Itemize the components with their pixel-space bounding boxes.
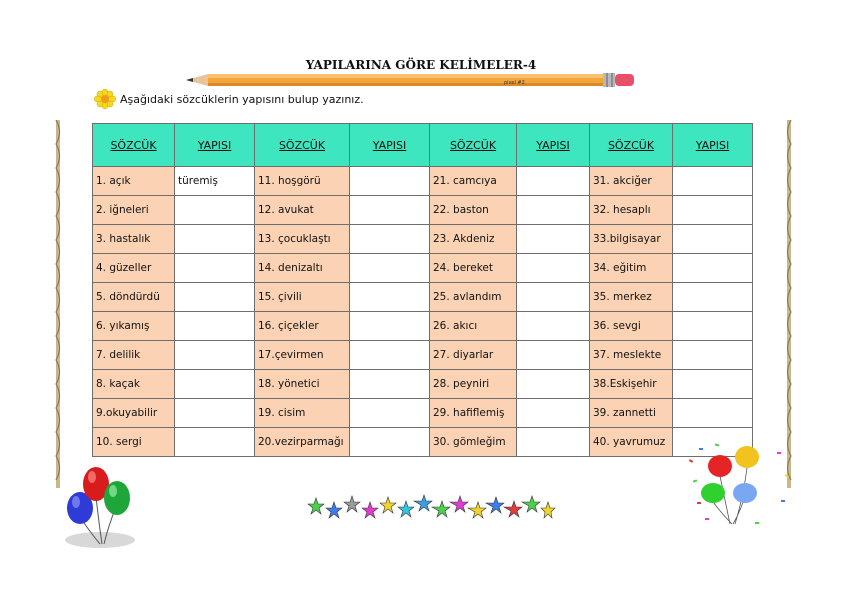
answer-cell[interactable] (673, 225, 753, 254)
word-cell: 9.okuyabilir (93, 399, 175, 428)
stars-garland-icon (306, 488, 556, 522)
word-cell: 23. Akdeniz (430, 225, 517, 254)
answer-cell[interactable] (517, 312, 590, 341)
word-cell: 29. hafiflemiş (430, 399, 517, 428)
answer-cell[interactable] (175, 225, 255, 254)
word-cell: 11. hoşgörü (255, 167, 350, 196)
word-cell: 6. yıkamış (93, 312, 175, 341)
answer-cell[interactable] (673, 370, 753, 399)
table-row (93, 196, 753, 225)
word-cell: 2. iğneleri (93, 196, 175, 225)
word-cell: 24. bereket (430, 254, 517, 283)
answer-cell[interactable] (517, 370, 590, 399)
answer-cell[interactable] (673, 254, 753, 283)
word-cell: 10. sergi (93, 428, 175, 457)
table-row (93, 399, 753, 428)
column-header: YAPISI (175, 124, 255, 167)
answer-cell[interactable] (350, 283, 430, 312)
answer-cell[interactable] (350, 370, 430, 399)
word-cell: 13. çocuklaştı (255, 225, 350, 254)
column-header: YAPISI (350, 124, 430, 167)
column-header: YAPISI (517, 124, 590, 167)
table-row (93, 167, 753, 196)
answer-cell[interactable] (517, 283, 590, 312)
answer-cell[interactable] (175, 312, 255, 341)
word-cell: 3. hastalık (93, 225, 175, 254)
column-header: YAPISI (673, 124, 753, 167)
answer-cell[interactable] (673, 399, 753, 428)
column-header: SÖZCÜK (93, 124, 175, 167)
word-cell: 37. meslekte (590, 341, 673, 370)
table-row (93, 341, 753, 370)
word-cell: 33.bilgisayar (590, 225, 673, 254)
answer-cell[interactable] (175, 196, 255, 225)
column-header: SÖZCÜK (590, 124, 673, 167)
word-cell: 14. denizaltı (255, 254, 350, 283)
left-rope-border (53, 120, 63, 488)
answer-cell[interactable] (517, 254, 590, 283)
answer-cell[interactable] (175, 399, 255, 428)
word-cell: 36. sevgi (590, 312, 673, 341)
answer-cell[interactable] (175, 341, 255, 370)
word-cell: 27. diyarlar (430, 341, 517, 370)
answer-cell[interactable] (175, 283, 255, 312)
answer-cell[interactable] (517, 399, 590, 428)
word-cell: 17.çevirmen (255, 341, 350, 370)
flower-icon (94, 89, 116, 109)
answer-cell[interactable] (175, 428, 255, 457)
word-cell: 1. açık (93, 167, 175, 196)
word-cell: 5. döndürdü (93, 283, 175, 312)
table-row (93, 312, 753, 341)
table-row (93, 370, 753, 399)
word-cell: 7. delilik (93, 341, 175, 370)
table-row (93, 225, 753, 254)
answer-cell[interactable] (350, 428, 430, 457)
column-header: SÖZCÜK (430, 124, 517, 167)
word-cell: 12. avukat (255, 196, 350, 225)
balloons-left-icon (60, 462, 170, 557)
answer-cell[interactable] (350, 399, 430, 428)
answer-cell[interactable] (673, 196, 753, 225)
word-cell: 15. çivili (255, 283, 350, 312)
answer-cell[interactable] (673, 312, 753, 341)
answer-cell[interactable] (673, 283, 753, 312)
answer-cell[interactable] (350, 196, 430, 225)
word-cell: 8. kaçak (93, 370, 175, 399)
answer-cell[interactable] (673, 167, 753, 196)
answer-cell[interactable] (350, 341, 430, 370)
pencil-label: pixel #2 (504, 80, 525, 86)
word-cell: 38.Eskişehir (590, 370, 673, 399)
word-table (92, 123, 753, 457)
answer-cell[interactable] (517, 167, 590, 196)
answer-cell[interactable] (517, 341, 590, 370)
answer-cell[interactable] (350, 167, 430, 196)
word-cell: 35. merkez (590, 283, 673, 312)
word-cell: 21. camcıya (430, 167, 517, 196)
word-cell: 32. hesaplı (590, 196, 673, 225)
table-row (93, 254, 753, 283)
table-header-row (93, 124, 753, 167)
word-cell: 39. zannetti (590, 399, 673, 428)
answer-cell[interactable] (517, 225, 590, 254)
word-cell: 25. avlandım (430, 283, 517, 312)
word-cell: 20.vezirparmağı (255, 428, 350, 457)
word-cell: 4. güzeller (93, 254, 175, 283)
instruction-text: Aşağıdaki sözcüklerin yapısını bulup yazınız. (120, 92, 364, 106)
answer-cell[interactable] (350, 254, 430, 283)
answer-cell[interactable] (350, 225, 430, 254)
right-rope-border (784, 120, 794, 488)
answer-cell[interactable] (175, 254, 255, 283)
answer-cell[interactable] (673, 341, 753, 370)
instruction-line (94, 89, 364, 109)
word-cell: 16. çiçekler (255, 312, 350, 341)
word-cell: 26. akıcı (430, 312, 517, 341)
word-cell: 34. eğitim (590, 254, 673, 283)
word-cell: 22. baston (430, 196, 517, 225)
answer-cell[interactable] (517, 428, 590, 457)
word-cell: 28. peyniri (430, 370, 517, 399)
word-cell: 31. akciğer (590, 167, 673, 196)
pencil-icon (186, 73, 636, 87)
worksheet-title: YAPILARINA GÖRE KELİMELER-4 (305, 58, 537, 72)
table-row (93, 283, 753, 312)
word-cell: 18. yönetici (255, 370, 350, 399)
word-cell: 19. cisim (255, 399, 350, 428)
answer-cell[interactable] (517, 196, 590, 225)
answer-cell[interactable]: türemiş (175, 167, 255, 196)
word-cell: 30. gömleğim (430, 428, 517, 457)
column-header: SÖZCÜK (255, 124, 350, 167)
table-row (93, 428, 753, 457)
answer-cell[interactable] (175, 370, 255, 399)
confetti-balloons-icon (685, 440, 795, 530)
word-cell: 40. yavrumuz (590, 428, 673, 457)
answer-cell[interactable] (350, 312, 430, 341)
